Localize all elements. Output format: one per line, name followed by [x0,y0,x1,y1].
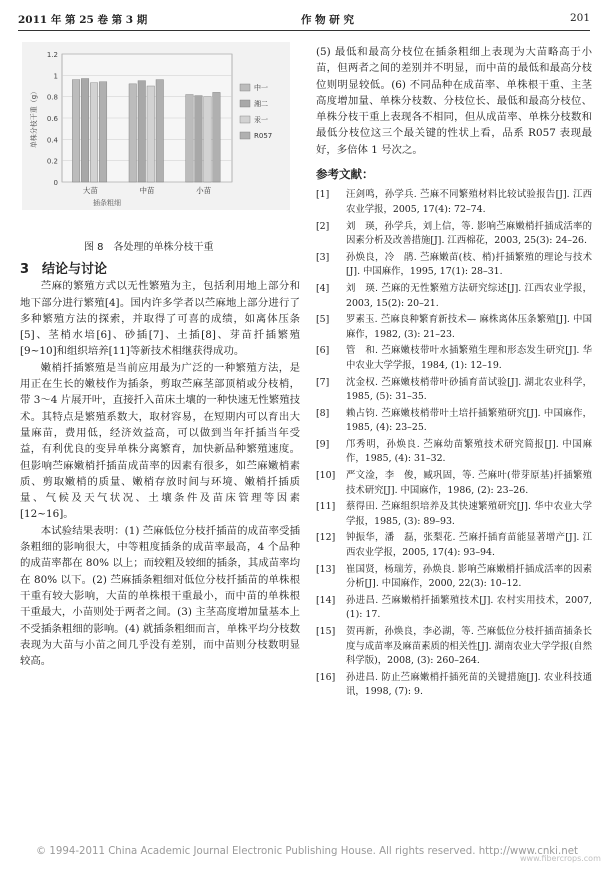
reference-text: 崔国贤，杨瑞芳，孙焕良. 影响苎麻嫩梢扦插成活率的因素分析[J]. 中国麻作，2000, 22(3): 10–12. [346,563,592,590]
reference-item [316,625,592,669]
reference-number: [12] [316,532,336,544]
bar [129,84,137,182]
y-tick-label: 0.6 [46,115,58,123]
reference-text: 贺再新，孙焕良，李必湖，等. 苎麻低位分枝扦插苗插条长度与成苗率及麻苗素质的相关性[J]. 湖南农业大学学报(自然科学版)，2008, (3): 260–264. [346,626,592,667]
reference-text: 汪剑鸣，孙学兵. 苎麻不同繁殖材料比较试验报告[J]. 江西农业学报，2005, 17(4): 72–74. [346,189,592,215]
reference-number: [10] [316,470,336,482]
reference-item [316,531,592,560]
bar [99,82,107,182]
y-tick-label: 0.2 [46,157,58,166]
reference-number: [9] [316,438,330,450]
page-number: 201 [569,12,590,24]
reference-text: 赖占钧. 苎麻嫩枝梢带叶土培扦插繁殖研究[J]. 中国麻作，1985, (4): 23–25. [346,407,592,434]
legend-label: R057 [254,132,273,140]
y-tick-label: 0.8 [46,93,58,102]
reference-text: 罗素玉. 苎麻良种繁育新技术— 麻株离体压条繁殖[J]. 中国麻作，1982, (3): 21–23. [346,314,592,340]
reference-text: 严文淦，李 俊，臧巩固，等. 苎麻叶(带芽原基)扦插繁殖技术研究[J]. 中国麻作，1986, (2): 23–26. [346,470,592,496]
legend-swatch [240,84,250,91]
paragraph-3: 本试验结果表明：(1) 苎麻低位分枝扦插苗的成苗率受插条粗细的影响很大，中等粗度插条的成苗率最高，4 个品种的成苗率都在 80% 以上；而较粗及较细的插条，其成苗率均在 80% 以下。(2) 苎麻插条粗细对低位分枝扦插苗的单株根干重有较大影响，大苗的单株根干重最小，而中苗的单株根干重最大，小苗则处于两者之间。(3) 主茎高度增加量基本上不受插条粗细的影响。(4) 就插条粗细而言，单株平均分枝数表现为大苗与小苗之间几乎没有差别，而中苗则分枝数明显较高。 [20,524,300,668]
paragraph-4: (5) 最低和最高分枝位在插条粗细上表现为大苗略高于小苗，但两者之间的差别并不明显，而中苗的最低和最高分枝位则明显较低。(6) 不同品种在成苗率、单株根干重、主茎高度增加量、单株分枝数、分枝位长、最低和最高分枝位、单株分枝干重上表现各不相同，但从成苗率、单株分枝数和最低分枝位这三个最关键的性状上看，品系 R057 表现最好，多倍体 1 号次之。 [316,46,592,156]
x-tick-label: 小苗 [196,186,212,195]
figure-8 [22,42,290,210]
bar [138,81,146,182]
bar [72,80,80,182]
legend-swatch [240,132,250,139]
reference-item [316,469,592,498]
reference-number: [7] [316,376,330,388]
reference-text: 管 和. 苎麻嫩枝带叶水插繁殖生理和形态发生研究[J]. 华中农业大学学报，1984, (1): 12–19. [346,345,592,371]
reference-number: [8] [316,407,330,419]
watermark: www.fibercrops.com [520,854,601,863]
reference-item [316,438,592,467]
left-column [20,262,300,669]
legend-label: 湘二 [254,100,268,108]
reference-number: [11] [316,501,336,513]
copyright-footer: © 1994-2011 China Academic Journal Electronic Publishing House. All rights reserved. http://www.cnki.net [36,846,578,857]
reference-item [316,344,592,373]
legend-label: 汞一 [254,116,268,124]
legend-swatch [240,116,250,123]
reference-item [316,594,592,623]
reference-number: [3] [316,251,330,263]
reference-item [316,500,592,529]
journal-issue: 2011 年 第 25 卷 第 3 期 [18,14,148,26]
y-tick-label: 0.4 [46,136,58,145]
reference-text: 邝秀明，孙焕良. 苎麻幼苗繁殖技术研究简报[J]. 中国麻作，1985, (4): 31–32. [346,438,592,465]
bar-chart [22,42,290,210]
reference-text: 刘 瑛，孙学兵，刘上信，等. 影响苎麻嫩梢扦插成活率的因素分析及改善措施[J]. 江西棉花，2003, 25(3): 24–26. [346,220,592,247]
reference-text: 蔡得田. 苎麻组织培养及其快速繁殖研究[J]. 华中农业大学学报，1985, (3): 89–93. [346,501,592,527]
reference-item [316,282,592,311]
reference-text: 刘 瑛. 苎麻的无性繁殖方法研究综述[J]. 江西农业学报，2003, 15(2): 20–21. [346,282,592,309]
y-tick-label: 1.2 [46,51,58,59]
reference-item [316,188,592,217]
reference-text: 钟振华，潘 磊，张梨花. 苎麻扦插育苗能显著增产[J]. 江西农业学报，2005, 17(4): 93–94. [346,532,592,559]
legend-swatch [240,100,250,107]
reference-number: [15] [316,626,336,637]
references-title: 参考文献： [316,167,374,182]
reference-text: 孙进昌. 防止苎麻嫩梢扦插死苗的关键措施[J]. 农业科技通讯，1998, (7): 9. [346,671,592,698]
bar [147,86,155,182]
reference-item [316,671,592,700]
page-header [18,8,590,31]
paragraph-1: 苎麻的繁殖方式以无性繁殖为主，包括利用地上部分和地下部分进行繁殖[4]。国内许多学者以苎麻地上部分进行了多种繁殖方法的探索，并取得了可喜的成绩，如离体压条[5]、茎梢水培[6]、砂插[7]、土插[8]、芽苗扦插繁殖[9~10]和组织培养[11]等新技术相继获得成功。 [20,280,300,358]
reference-list [316,188,592,700]
reference-text: 沈金权. 苎麻嫩枝梢带叶砂插育苗试验[J]. 湖北农业科学，1985, (5): 31–35. [346,376,592,403]
bar [90,83,98,182]
section-title: 3 结论与讨论 [20,262,108,277]
bar [81,79,89,182]
bar [195,96,203,182]
bar [213,92,221,182]
reference-text: 孙进昌. 苎麻嫩梢扦插繁殖技术[J]. 农村实用技术，2007, (1): 17. [346,594,592,621]
reference-item [316,407,592,436]
reference-number: [4] [316,282,330,294]
reference-item [316,376,592,405]
reference-item [316,563,592,592]
reference-text: 孙焕良，冷 鹃. 苎麻嫩苗(枝、梢)扦插繁殖的理论与技术[J]. 中国麻作，1995, 17(1): 28–31. [346,251,592,278]
reference-item [316,220,592,249]
x-axis-label: 插条粗细 [93,199,121,207]
bar [186,95,194,182]
reference-number: [13] [316,563,336,575]
reference-number: [14] [316,594,336,606]
legend-label: 中一 [254,84,268,92]
reference-number: [6] [316,345,330,357]
reference-number: [2] [316,220,330,232]
reference-number: [1] [316,189,330,201]
reference-number: [5] [316,314,330,326]
y-tick-label: 0 [53,179,58,187]
y-tick-label: 1 [53,72,58,81]
bar [204,97,212,182]
reference-item [316,251,592,280]
reference-item [316,313,592,342]
reference-number: [16] [316,671,336,683]
figure-caption: 图 8 各处理的单株分枝干重 [84,242,214,253]
x-tick-label: 大苗 [82,186,98,195]
paragraph-2: 嫩梢扦插繁殖是当前应用最为广泛的一种繁殖方法，是用正在生长的嫩枝作为插条，剪取苎麻茎部顶梢或分枝梢，带 3～4 片展开叶，直接扦入苗床土壤的一种快速无性繁殖技术。其特点是繁殖系数大，取材容易，在短期内可以育出大量麻苗，费用低，经济效益高，可以做到当年扦插当年受益，有利优良的变异单株分离繁育，加快新品种繁殖速度。但影响苎麻嫩梢扦插苗成苗率的因素有很多，如苎麻嫩梢素质、剪取嫩梢的质量、嫩梢存放时间与环境、嫩梢扦插质量、气候及天气状况、土壤条件及苗床管理等因素[12~16]。 [20,361,300,521]
x-tick-label: 中苗 [139,186,155,195]
y-axis-label: 单株分枝干重（g） [30,87,38,149]
bar [156,80,164,182]
journal-title: 作 物 研 究 [301,14,354,26]
right-column [316,44,592,702]
